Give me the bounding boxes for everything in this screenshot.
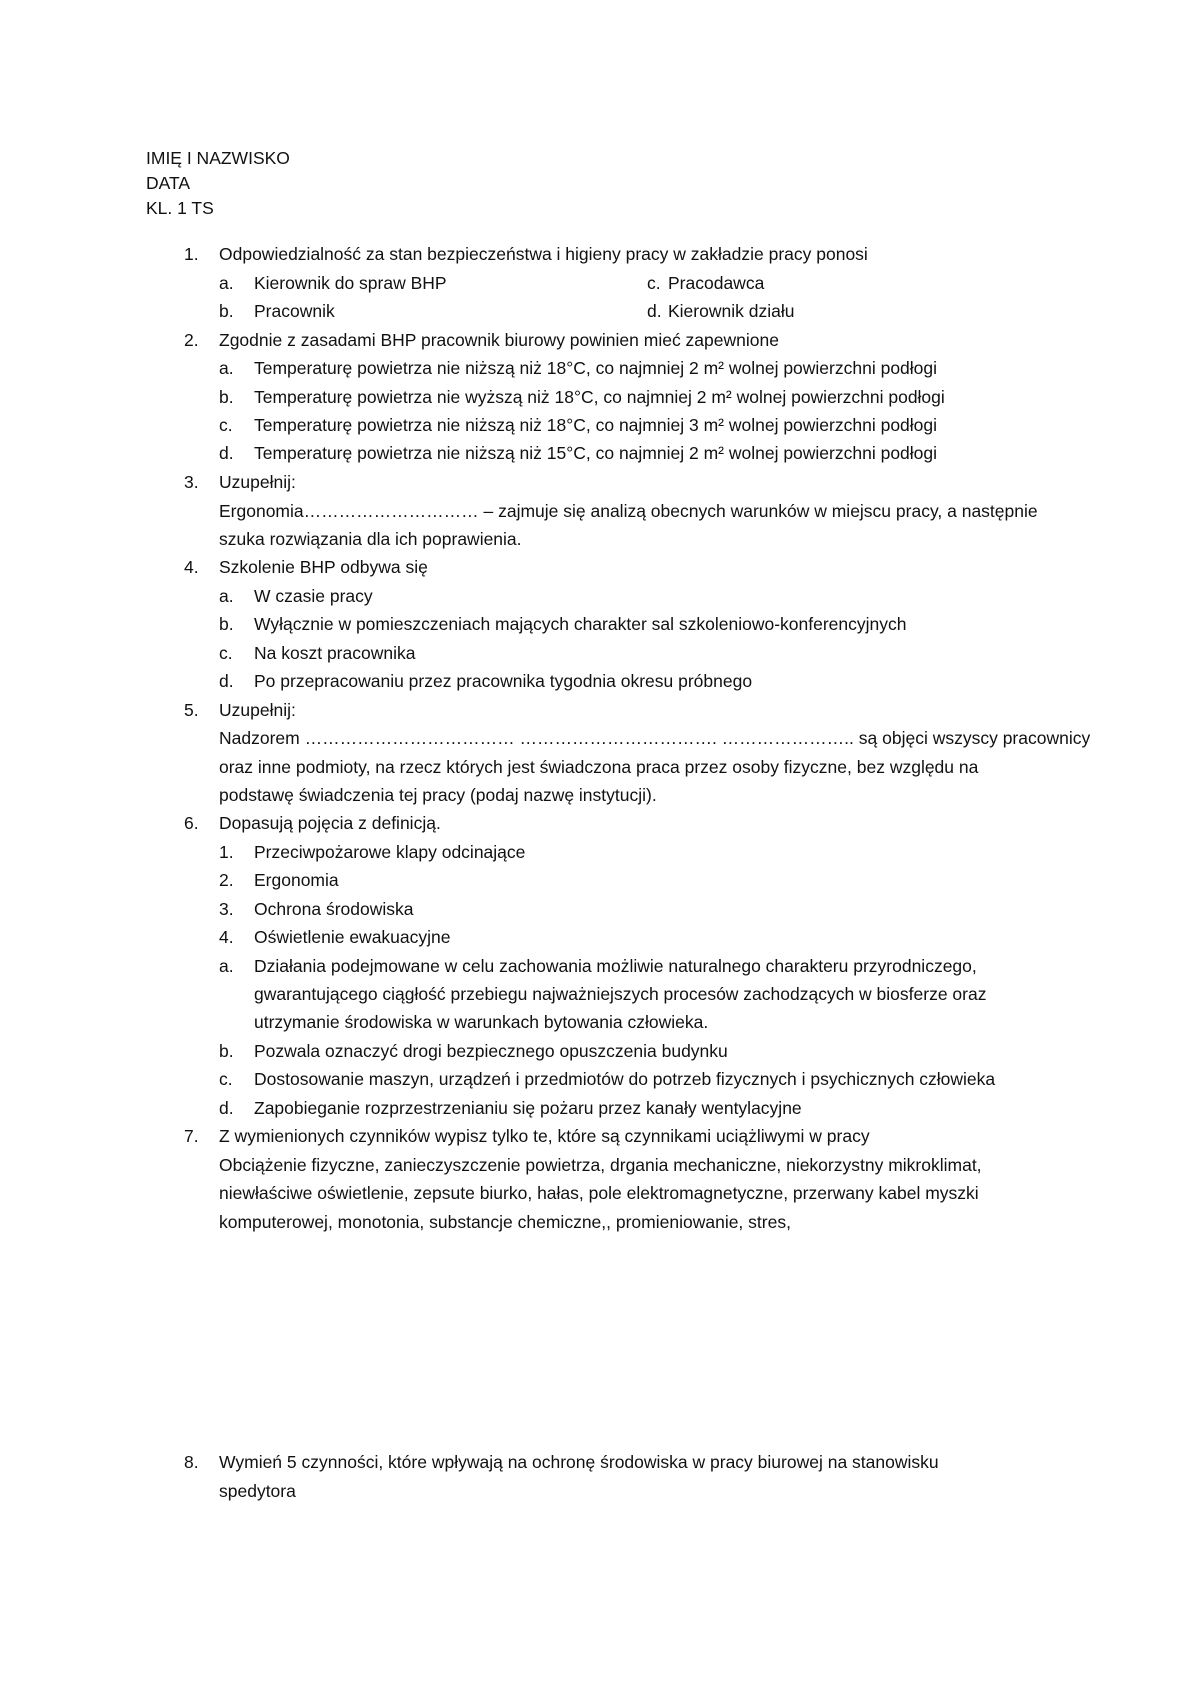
fill-in-line: podstawę świadczenia tej pracy (podaj nazwę instytucji). — [219, 785, 657, 805]
name-field-label: IMIĘ I NAZWISKO — [146, 148, 290, 168]
definition-letter: b. — [219, 1041, 234, 1061]
factor-list-line: Obciążenie fizyczne, zanieczyszczenie powietrza, drgania mechaniczne, niekorzystny mikroklimat, — [219, 1155, 982, 1175]
option-letter: d. — [219, 671, 234, 691]
factor-list-line: niewłaściwe oświetlenie, zepsute biurko, hałas, pole elektromagnetyczne, przerwany kabel myszki — [219, 1183, 979, 1203]
option-text: Temperaturę powietrza nie niższą niż 18°C, co najmniej 2 m² wolnej powierzchni podłogi — [254, 358, 938, 378]
option-letter: d. — [219, 443, 234, 463]
fill-in-line: szuka rozwiązania dla ich poprawienia. — [219, 529, 522, 549]
term-text: Ochrona środowiska — [254, 899, 414, 919]
term-number: 3. — [219, 899, 234, 919]
option-text: Temperaturę powietrza nie niższą niż 15°C, co najmniej 2 m² wolnej powierzchni podłogi — [254, 443, 938, 463]
term-number: 1. — [219, 842, 234, 862]
option-letter: c. — [219, 415, 233, 435]
question-number: 8. — [184, 1452, 199, 1472]
question-number: 4. — [184, 557, 199, 577]
question-text: spedytora — [219, 1481, 296, 1501]
term-number: 2. — [219, 870, 234, 890]
option-text: W czasie pracy — [254, 586, 373, 606]
option-letter: a. — [219, 586, 234, 606]
option-letter: a. — [219, 273, 234, 293]
definition-letter: d. — [219, 1098, 234, 1118]
definition-text: Działania podejmowane w celu zachowania możliwie naturalnego charakteru przyrodniczego, — [254, 956, 977, 976]
question-text: Dopasują pojęcia z definicją. — [219, 813, 441, 833]
option-text: Pracownik — [254, 301, 335, 321]
option-letter: c. — [219, 643, 233, 663]
option-letter: c. — [647, 273, 661, 293]
question-text: Szkolenie BHP odbywa się — [219, 557, 428, 577]
fill-in-line: Nadzorem ……………………………… ……………………………. ………………….. są objęci wszyscy pracownicy — [219, 728, 1091, 748]
option-text: Temperaturę powietrza nie niższą niż 18°C, co najmniej 3 m² wolnej powierzchni podłogi — [254, 415, 938, 435]
term-text: Oświetlenie ewakuacyjne — [254, 927, 451, 947]
option-letter: b. — [219, 614, 234, 634]
option-letter: b. — [219, 387, 234, 407]
term-text: Przeciwpożarowe klapy odcinające — [254, 842, 526, 862]
question-number: 6. — [184, 813, 199, 833]
option-letter: d. — [647, 301, 662, 321]
question-text: Odpowiedzialność za stan bezpieczeństwa i higieny pracy w zakładzie pracy ponosi — [219, 244, 868, 264]
option-text: Na koszt pracownika — [254, 643, 416, 663]
question-text: Zgodnie z zasadami BHP pracownik biurowy powinien mieć zapewnione — [219, 330, 779, 350]
option-text: Kierownik działu — [668, 301, 795, 321]
date-field-label: DATA — [146, 173, 191, 193]
definition-text: Dostosowanie maszyn, urządzeń i przedmiotów do potrzeb fizycznych i psychicznych człowieka — [254, 1069, 996, 1089]
question-text: Uzupełnij: — [219, 700, 296, 720]
definition-text: utrzymanie środowiska w warunkach bytowania człowieka. — [254, 1012, 709, 1032]
definition-text: Pozwala oznaczyć drogi bezpiecznego opuszczenia budynku — [254, 1041, 728, 1061]
definition-letter: a. — [219, 956, 234, 976]
question-text: Z wymienionych czynników wypisz tylko te, które są czynnikami uciążliwymi w pracy — [219, 1126, 870, 1146]
fill-in-line: oraz inne podmioty, na rzecz których jest świadczona praca przez osoby fizyczne, bez względu na — [219, 757, 979, 777]
option-text: Pracodawca — [668, 273, 765, 293]
definition-letter: c. — [219, 1069, 233, 1089]
term-text: Ergonomia — [254, 870, 339, 890]
fill-in-line: Ergonomia………………………… – zajmuje się analizą obecnych warunków w miejscu pracy, a następnie — [219, 501, 1038, 521]
term-number: 4. — [219, 927, 234, 947]
question-number: 2. — [184, 330, 199, 350]
option-letter: b. — [219, 301, 234, 321]
class-label: KL. 1 TS — [146, 198, 214, 218]
option-text: Kierownik do spraw BHP — [254, 273, 447, 293]
definition-text: Zapobieganie rozprzestrzenianiu się pożaru przez kanały wentylacyjne — [254, 1098, 802, 1118]
question-number: 3. — [184, 472, 199, 492]
definition-text: gwarantującego ciągłość przebiegu najważniejszych procesów zachodzących w biosferze oraz — [254, 984, 987, 1004]
option-letter: a. — [219, 358, 234, 378]
question-number: 1. — [184, 244, 199, 264]
option-text: Po przepracowaniu przez pracownika tygodnia okresu próbnego — [254, 671, 753, 691]
option-text: Wyłącznie w pomieszczeniach mających charakter sal szkoleniowo-konferencyjnych — [254, 614, 907, 634]
factor-list-line: komputerowej, monotonia, substancje chemiczne,, promieniowanie, stres, — [219, 1212, 791, 1232]
question-text: Uzupełnij: — [219, 472, 296, 492]
question-number: 7. — [184, 1126, 199, 1146]
question-number: 5. — [184, 700, 199, 720]
question-text: Wymień 5 czynności, które wpływają na ochronę środowiska w pracy biurowej na stanowisku — [219, 1452, 939, 1472]
header — [146, 146, 290, 221]
option-text: Temperaturę powietrza nie wyższą niż 18°C, co najmniej 2 m² wolnej powierzchni podłogi — [254, 387, 945, 407]
